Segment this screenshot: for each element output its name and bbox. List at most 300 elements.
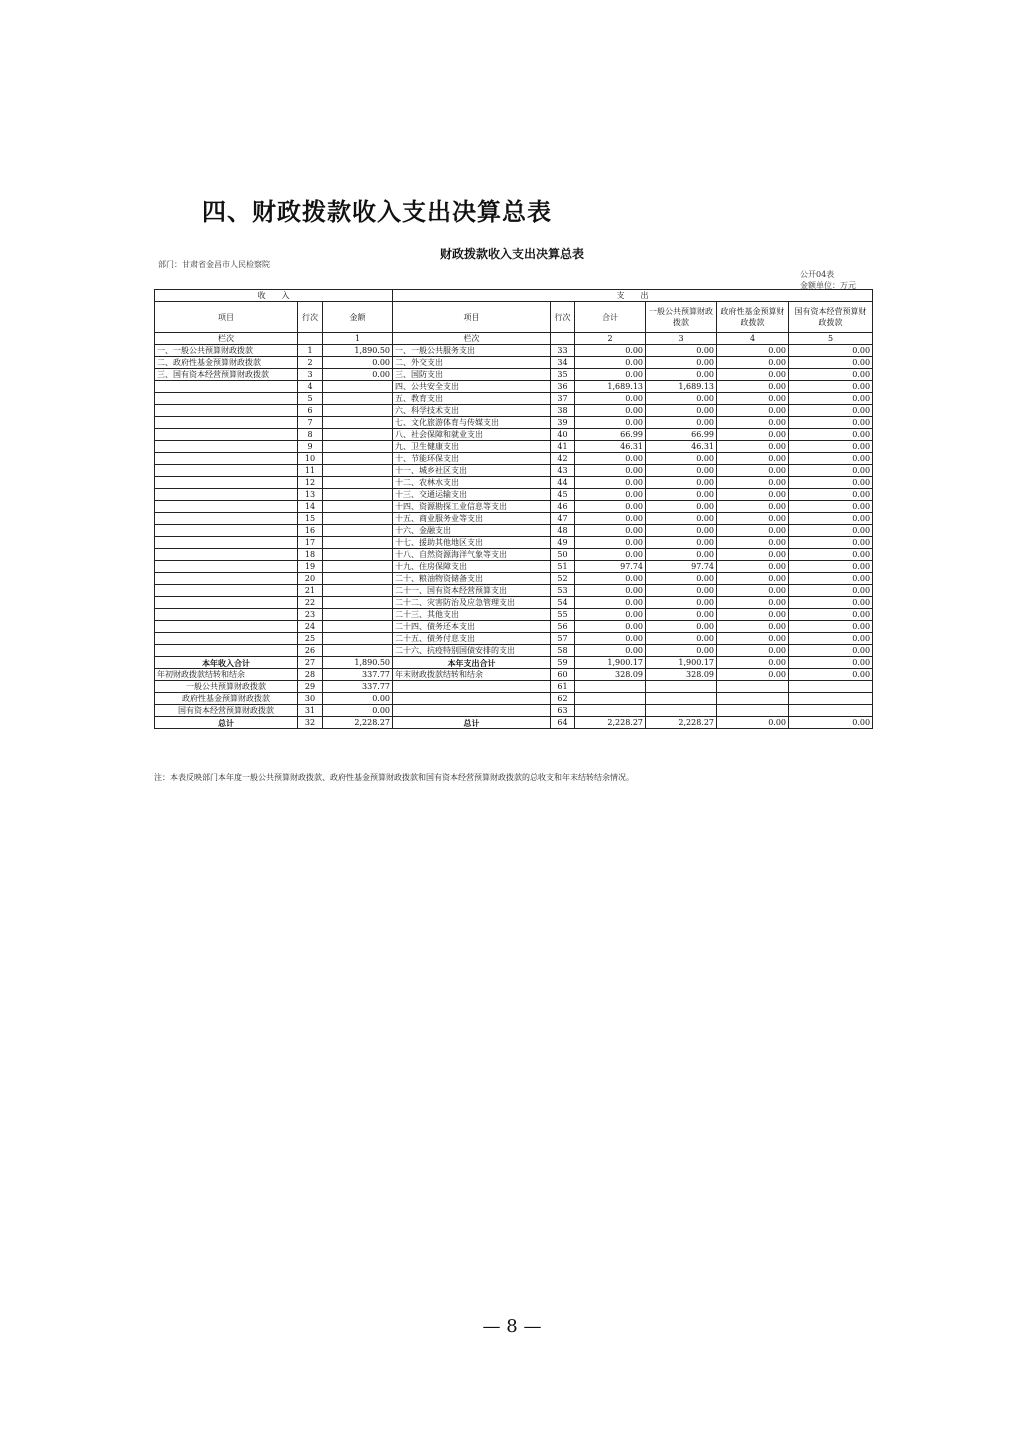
expense-item: 二十三、其他支出 [393,609,551,621]
income-item: 年初财政拨款结转和结余 [155,669,298,681]
income-row-no: 30 [298,693,323,705]
expense-row-no: 62 [551,693,575,705]
table-row [155,465,873,477]
income-item-header: 项目 [155,302,298,333]
general-budget-amount: 0.00 [646,417,717,429]
expense-row-no: 57 [551,633,575,645]
total-amount: 0.00 [575,477,646,489]
total-amount: 2,228.27 [575,717,646,729]
income-item [155,465,298,477]
total-amount: 0.00 [575,621,646,633]
expense-item: 十一、城乡社区支出 [393,465,551,477]
expense-item: 十九、住房保障支出 [393,561,551,573]
expense-item: 年末财政拨款结转和结余 [393,669,551,681]
income-amount [323,573,393,585]
total-amount: 0.00 [575,453,646,465]
general-budget-amount: 0.00 [646,357,717,369]
income-amount [323,597,393,609]
expense-item: 十二、农林水支出 [393,477,551,489]
expense-item: 十五、商业服务业等支出 [393,513,551,525]
state-capital-amount: 0.00 [789,561,873,573]
expense-item-header: 项目 [393,302,551,333]
expense-row-no: 39 [551,417,575,429]
state-capital-amount: 0.00 [789,393,873,405]
table-row [155,477,873,489]
state-capital-amount: 0.00 [789,369,873,381]
income-item [155,549,298,561]
table-row [155,609,873,621]
expense-item: 九、卫生健康支出 [393,441,551,453]
amount-unit: 金额单位：万元 [800,281,856,290]
total-amount: 0.00 [575,393,646,405]
income-amount: 1,890.50 [323,345,393,357]
table-row [155,513,873,525]
income-amount [323,537,393,549]
state-capital-amount: 0.00 [789,345,873,357]
table-row [155,393,873,405]
expense-item: 十四、资源勘探工业信息等支出 [393,501,551,513]
table-row [155,489,873,501]
gov-fund-amount: 0.00 [717,465,789,477]
table-row [155,429,873,441]
income-item: 国有资本经营预算财政拨款 [155,705,298,717]
table-row [155,357,873,369]
income-row-no: 26 [298,645,323,657]
total-amount: 0.00 [575,417,646,429]
expense-item: 二、外交支出 [393,357,551,369]
income-item: 本年收入合计 [155,657,298,669]
gov-fund-amount: 0.00 [717,369,789,381]
general-budget-amount: 0.00 [646,573,717,585]
col-index-1: 1 [323,333,393,345]
state-capital-amount: 0.00 [789,645,873,657]
table-row [155,441,873,453]
general-budget-amount: 46.31 [646,441,717,453]
state-capital-amount: 0.00 [789,381,873,393]
income-row-no: 31 [298,705,323,717]
state-capital-amount [789,705,873,717]
total-header: 合计 [575,302,646,333]
expense-lanci-label: 栏次 [393,333,551,345]
income-amount [323,645,393,657]
expense-item: 二十六、抗疫特别国债安排的支出 [393,645,551,657]
income-item [155,633,298,645]
expense-row-no: 60 [551,669,575,681]
income-item: 一、一般公共预算财政拨款 [155,345,298,357]
general-budget-amount: 0.00 [646,645,717,657]
expense-item: 二十二、灾害防治及应急管理支出 [393,597,551,609]
general-budget-amount: 0.00 [646,585,717,597]
expense-row-no: 40 [551,429,575,441]
expense-row-no: 63 [551,705,575,717]
income-item: 三、国有资本经营预算财政拨款 [155,369,298,381]
expense-row-no: 51 [551,561,575,573]
general-budget-header: 一般公共预算财政拨款 [646,302,717,333]
income-row-no: 7 [298,417,323,429]
income-row-no: 3 [298,369,323,381]
state-capital-amount [789,693,873,705]
general-budget-amount: 328.09 [646,669,717,681]
expense-row-no: 59 [551,657,575,669]
income-item [155,417,298,429]
income-amount [323,477,393,489]
col-index-4: 4 [717,333,789,345]
state-capital-amount: 0.00 [789,477,873,489]
income-row-no: 5 [298,393,323,405]
expense-row-no: 61 [551,681,575,693]
state-capital-amount: 0.00 [789,441,873,453]
income-item: 总计 [155,717,298,729]
gov-fund-amount: 0.00 [717,645,789,657]
expense-row-no: 36 [551,381,575,393]
income-amount: 1,890.50 [323,657,393,669]
expense-section-header: 支 出 [393,290,873,302]
gov-fund-amount: 0.00 [717,489,789,501]
general-budget-amount: 0.00 [646,489,717,501]
income-row-no: 25 [298,633,323,645]
state-capital-amount: 0.00 [789,465,873,477]
income-row-no: 20 [298,573,323,585]
gov-fund-amount: 0.00 [717,381,789,393]
total-amount: 0.00 [575,369,646,381]
gov-fund-amount: 0.00 [717,405,789,417]
table-row [155,681,873,693]
expense-item: 本年支出合计 [393,657,551,669]
expense-item: 三、国防支出 [393,369,551,381]
income-amount [323,393,393,405]
income-amount: 337.77 [323,669,393,681]
income-amount [323,549,393,561]
income-item [155,585,298,597]
table-row [155,669,873,681]
table-row [155,693,873,705]
general-budget-amount: 66.99 [646,429,717,441]
total-amount: 97.74 [575,561,646,573]
total-amount [575,681,646,693]
income-item [155,537,298,549]
expense-row-no: 43 [551,465,575,477]
income-amount [323,465,393,477]
income-item [155,429,298,441]
expense-item: 二十、粮油物资储备支出 [393,573,551,585]
expense-row-no: 34 [551,357,575,369]
gov-fund-amount: 0.00 [717,453,789,465]
income-amount [323,561,393,573]
income-item [155,441,298,453]
income-amount: 0.00 [323,369,393,381]
state-capital-amount: 0.00 [789,669,873,681]
income-item [155,597,298,609]
gov-fund-amount [717,705,789,717]
gov-fund-amount: 0.00 [717,669,789,681]
state-capital-amount: 0.00 [789,717,873,729]
income-row-no: 17 [298,537,323,549]
income-amount [323,417,393,429]
table-row [155,405,873,417]
total-amount: 0.00 [575,525,646,537]
expense-row-no: 54 [551,597,575,609]
income-amount: 2,228.27 [323,717,393,729]
expense-item: 十三、交通运输支出 [393,489,551,501]
income-item [155,573,298,585]
state-capital-amount: 0.00 [789,513,873,525]
general-budget-amount: 0.00 [646,465,717,477]
gov-fund-amount: 0.00 [717,657,789,669]
income-item [155,609,298,621]
state-capital-amount: 0.00 [789,501,873,513]
expense-row-no: 52 [551,573,575,585]
income-amount [323,585,393,597]
general-budget-amount: 0.00 [646,513,717,525]
income-item [155,477,298,489]
income-row-no: 15 [298,513,323,525]
expense-row-no: 58 [551,645,575,657]
state-capital-amount: 0.00 [789,621,873,633]
total-amount: 0.00 [575,645,646,657]
expense-item: 二十四、债务还本支出 [393,621,551,633]
expense-row-no: 53 [551,585,575,597]
general-budget-amount [646,681,717,693]
table-row [155,597,873,609]
income-row-no: 23 [298,609,323,621]
table-row [155,381,873,393]
expense-row-no: 44 [551,477,575,489]
gov-fund-amount: 0.00 [717,549,789,561]
income-row-no: 16 [298,525,323,537]
gov-fund-amount: 0.00 [717,393,789,405]
total-amount: 0.00 [575,405,646,417]
income-item [155,393,298,405]
total-amount: 0.00 [575,549,646,561]
table-row [155,621,873,633]
state-capital-amount: 0.00 [789,633,873,645]
state-capital-amount [789,681,873,693]
expense-item [393,705,551,717]
state-capital-amount: 0.00 [789,657,873,669]
total-amount: 0.00 [575,357,646,369]
state-capital-amount: 0.00 [789,525,873,537]
total-amount: 0.00 [575,573,646,585]
general-budget-amount: 0.00 [646,369,717,381]
expense-item: 八、社会保障和就业支出 [393,429,551,441]
income-amount: 337.77 [323,681,393,693]
gov-fund-amount: 0.00 [717,429,789,441]
income-amount [323,633,393,645]
general-budget-amount: 0.00 [646,477,717,489]
income-row-no: 28 [298,669,323,681]
total-amount: 0.00 [575,585,646,597]
state-capital-amount: 0.00 [789,585,873,597]
col-index-3: 3 [646,333,717,345]
income-item: 一般公共预算财政拨款 [155,681,298,693]
expense-row-no: 48 [551,525,575,537]
income-item [155,489,298,501]
table-row [155,633,873,645]
income-amount [323,513,393,525]
gov-fund-amount: 0.00 [717,513,789,525]
total-amount: 328.09 [575,669,646,681]
expense-item: 五、教育支出 [393,393,551,405]
income-row-no: 11 [298,465,323,477]
income-item [155,501,298,513]
state-capital-amount: 0.00 [789,405,873,417]
expense-item: 十八、自然资源海洋气象等支出 [393,549,551,561]
gov-fund-amount: 0.00 [717,417,789,429]
income-item [155,561,298,573]
expense-item: 总计 [393,717,551,729]
expense-rowno-header: 行次 [551,302,575,333]
general-budget-amount: 2,228.27 [646,717,717,729]
income-row-no: 24 [298,621,323,633]
gov-fund-amount [717,681,789,693]
state-capital-amount: 0.00 [789,609,873,621]
total-amount: 1,900.17 [575,657,646,669]
expense-item: 二十一、国有资本经营预算支出 [393,585,551,597]
income-item [155,405,298,417]
expense-item: 七、文化旅游体育与传媒支出 [393,417,551,429]
general-budget-amount: 1,900.17 [646,657,717,669]
income-row-no: 4 [298,381,323,393]
expense-item: 十、节能环保支出 [393,453,551,465]
state-capital-amount: 0.00 [789,357,873,369]
income-row-no: 10 [298,453,323,465]
gov-fund-amount: 0.00 [717,585,789,597]
state-capital-amount: 0.00 [789,453,873,465]
state-capital-amount: 0.00 [789,489,873,501]
state-capital-amount: 0.00 [789,597,873,609]
gov-fund-amount: 0.00 [717,357,789,369]
income-row-no: 14 [298,501,323,513]
income-row-no: 13 [298,489,323,501]
income-row-no: 21 [298,585,323,597]
table-row [155,369,873,381]
income-row-no: 8 [298,429,323,441]
total-amount: 0.00 [575,501,646,513]
page-number: — 8 — [482,1316,542,1337]
income-amount [323,525,393,537]
total-amount: 0.00 [575,633,646,645]
general-budget-amount: 0.00 [646,597,717,609]
general-budget-amount: 0.00 [646,537,717,549]
table-row [155,501,873,513]
expense-row-no: 49 [551,537,575,549]
general-budget-amount: 0.00 [646,549,717,561]
total-amount: 66.99 [575,429,646,441]
expense-row-no: 47 [551,513,575,525]
expense-item: 二十五、债务付息支出 [393,633,551,645]
table-row [155,585,873,597]
income-item [155,645,298,657]
expense-item: 十六、金融支出 [393,525,551,537]
expense-row-no: 37 [551,393,575,405]
income-row-no: 22 [298,597,323,609]
income-row-no: 27 [298,657,323,669]
total-amount: 0.00 [575,537,646,549]
income-row-no: 32 [298,717,323,729]
table-row [155,345,873,357]
table-row [155,549,873,561]
gov-fund-amount [717,693,789,705]
income-amount: 0.00 [323,693,393,705]
income-amount: 0.00 [323,357,393,369]
expense-item: 一、一般公共服务支出 [393,345,551,357]
gov-fund-amount: 0.00 [717,537,789,549]
gov-fund-amount: 0.00 [717,501,789,513]
table-row [155,717,873,729]
general-budget-amount: 97.74 [646,561,717,573]
gov-fund-amount: 0.00 [717,717,789,729]
income-amount-header: 金额 [323,302,393,333]
general-budget-amount [646,705,717,717]
total-amount: 0.00 [575,597,646,609]
table-title: 财政拨款收入支出决算总表 [439,247,584,261]
general-budget-amount: 0.00 [646,345,717,357]
income-item [155,381,298,393]
gov-fund-amount: 0.00 [717,441,789,453]
total-amount [575,705,646,717]
gov-fund-amount: 0.00 [717,345,789,357]
income-amount [323,609,393,621]
table-row [155,561,873,573]
expense-item: 四、公共安全支出 [393,381,551,393]
expense-row-no: 55 [551,609,575,621]
income-row-no: 19 [298,561,323,573]
income-section-header: 收 入 [155,290,393,302]
table-row [155,573,873,585]
expense-row-no: 56 [551,621,575,633]
income-item [155,525,298,537]
expense-row-no: 46 [551,501,575,513]
department-label: 部门：甘肃省金昌市人民检察院 [158,260,270,269]
table-row [155,705,873,717]
fiscal-summary-table [154,289,873,729]
expense-item: 十七、援助其他地区支出 [393,537,551,549]
income-amount [323,429,393,441]
expense-row-no: 42 [551,453,575,465]
state-capital-amount: 0.00 [789,549,873,561]
form-number: 公开04表 [800,270,835,279]
general-budget-amount: 0.00 [646,621,717,633]
gov-fund-amount: 0.00 [717,609,789,621]
income-lanci-label: 栏次 [155,333,298,345]
income-item: 二、政府性基金预算财政拨款 [155,357,298,369]
gov-fund-amount: 0.00 [717,525,789,537]
gov-fund-amount: 0.00 [717,621,789,633]
gov-fund-amount: 0.00 [717,477,789,489]
expense-row-no: 50 [551,549,575,561]
total-amount: 0.00 [575,489,646,501]
gov-fund-amount: 0.00 [717,633,789,645]
total-amount [575,693,646,705]
income-item: 政府性基金预算财政拨款 [155,693,298,705]
footnote: 注：本表反映部门本年度一般公共预算财政拨款、政府性基金预算财政拨款和国有资本经营预算财政拨款的总收支和年末结转结余情况。 [154,773,634,782]
expense-row-no: 35 [551,369,575,381]
income-item [155,513,298,525]
total-amount: 46.31 [575,441,646,453]
expense-row-no: 45 [551,489,575,501]
income-row-no: 29 [298,681,323,693]
gov-fund-amount: 0.00 [717,597,789,609]
income-amount [323,441,393,453]
expense-row-no: 38 [551,405,575,417]
income-row-no: 12 [298,477,323,489]
expense-row-no: 41 [551,441,575,453]
income-row-no: 18 [298,549,323,561]
general-budget-amount: 0.00 [646,501,717,513]
col-index-5: 5 [789,333,873,345]
expense-item [393,693,551,705]
gov-fund-amount: 0.00 [717,561,789,573]
